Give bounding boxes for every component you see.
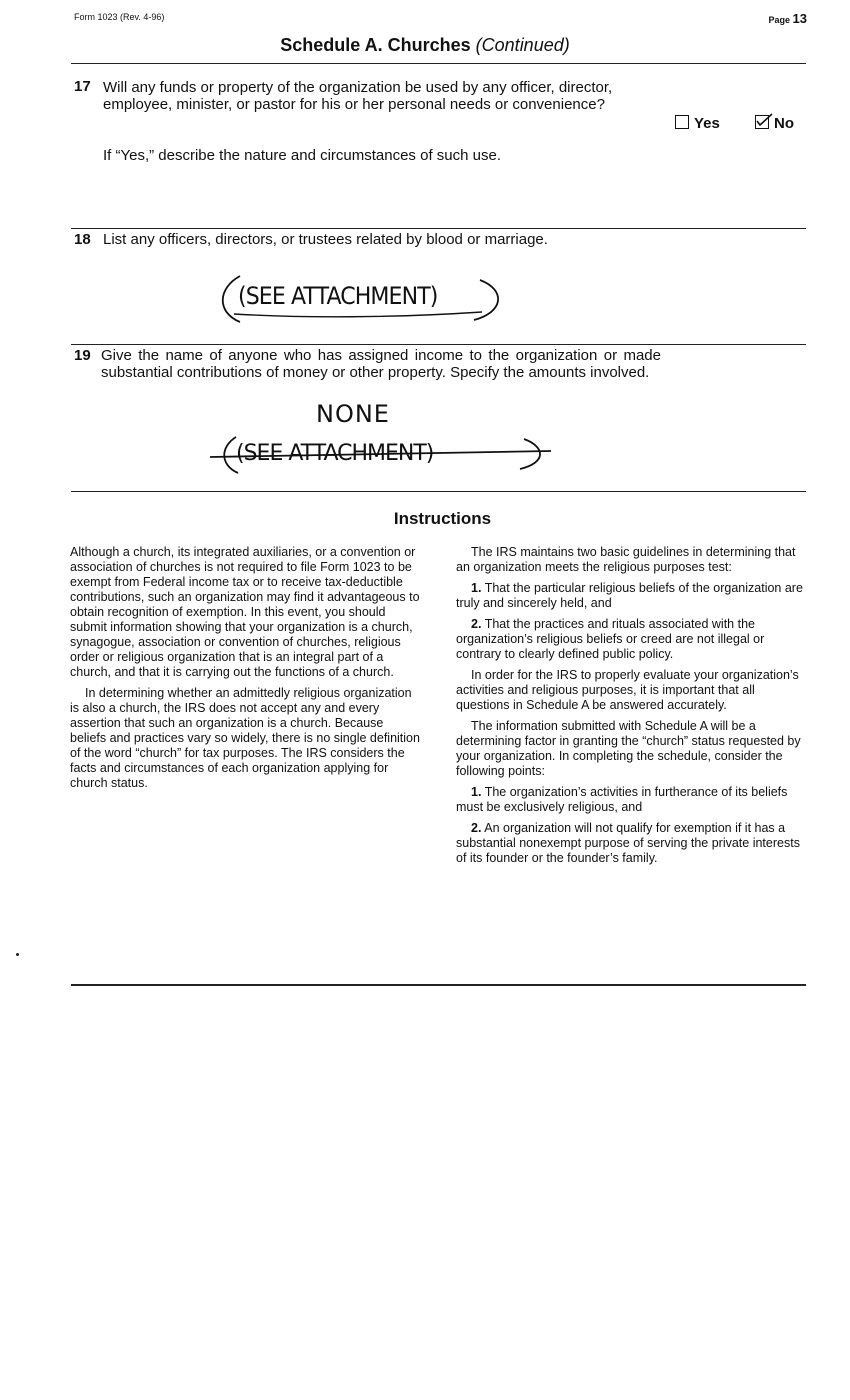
handwritten-none: NONE (316, 400, 390, 428)
no-label: No (774, 115, 794, 132)
checkmark-icon (754, 113, 774, 129)
instructions-list-item: 1. The organization’s activities in furtherance of its beliefs must be exclusively religious, and (456, 785, 788, 814)
question-19-number: 19 (74, 347, 91, 364)
page-label: Page (768, 15, 791, 25)
schedule-title (0, 35, 850, 56)
question-18-number: 18 (74, 231, 91, 248)
instructions-title: Instructions (393, 509, 492, 528)
form-id: Form 1023 (Rev. 4-96) (74, 12, 165, 22)
schedule-title-suffix: (Continued) (475, 35, 570, 55)
instructions-paragraph: In order for the IRS to properly evaluate your organization’s activities and religious purposes, it is important that all questions in Schedule A be answered accurately. (456, 668, 799, 712)
divider (71, 63, 806, 64)
instructions-list-item: 2. An organization will not qualify for exemption if it has a substantial nonexempt purpose of serving the private interests of its founder or the founder’s family. (456, 821, 800, 865)
scan-speck (16, 953, 19, 956)
schedule-title-main: Schedule A. Churches (280, 35, 471, 55)
option-yes[interactable] (675, 115, 720, 132)
question-19-text: Give the name of anyone who has assigned income to the organization or made substantial contributions of money or other property. Specify the amounts involved. (101, 347, 661, 381)
divider (71, 344, 806, 345)
divider (71, 491, 806, 492)
instructions-list-item: 1. That the particular religious beliefs of the organization are truly and sincerely held, and (456, 581, 803, 610)
question-18-text: List any officers, directors, or trustees related by blood or marriage. (103, 231, 548, 248)
question-17-followup: If “Yes,” describe the nature and circumstances of such use. (103, 147, 501, 164)
divider (71, 228, 806, 229)
yes-checkbox[interactable] (675, 115, 689, 129)
handwritten-see-attachment (212, 270, 512, 333)
instructions-paragraph: The information submitted with Schedule A will be a determining factor in granting the “church” status requested by your organization. In completing the schedule, consider the following points: (456, 719, 801, 778)
handwritten-text: (SEE ATTACHMENT) (238, 282, 438, 310)
yes-label: Yes (694, 115, 720, 132)
instructions-paragraph: The IRS maintains two basic guidelines in determining that an organization meets the religious purposes test: (456, 545, 796, 574)
question-17-text: Will any funds or property of the organization be used by any officer, director, employee, minister, or pastor for his or her personal needs or convenience? (103, 79, 613, 113)
instructions-left-column (70, 545, 420, 797)
option-no[interactable] (755, 115, 794, 132)
instructions-paragraph: Although a church, its integrated auxiliaries, or a convention or association of churches is not required to file Form 1023 to be exempt from Federal income tax or to receive tax-deductible contributions, such an organization may find it advantageous to obtain recognition of exemption. In this event, you should submit information showing that your organization is a church, synagogue, association or convention of churches, religious order or religious organization that is an integral part of a church, and that it is carrying out the functions of a church. (70, 545, 420, 679)
no-checkbox[interactable] (755, 115, 769, 129)
question-17-number: 17 (74, 78, 91, 95)
handwritten-struck-text: (SEE ATTACHMENT) (236, 441, 434, 466)
divider (71, 984, 806, 986)
instructions-list-item: 2. That the practices and rituals associated with the organization’s religious beliefs or creed are not illegal or contrary to clearly defined public policy. (456, 617, 765, 661)
instructions-right-column (456, 545, 806, 872)
page-number-value: 13 (792, 11, 807, 26)
instructions-paragraph: In determining whether an admittedly religious organization is also a church, the IRS does not accept any and every assertion that such an organization is a church. Because beliefs and practices vary so widely, there is no single definition of the word “church” for tax purposes. The IRS considers the facts and circumstances of each organization applying for church status. (70, 686, 420, 790)
page-number (769, 11, 808, 26)
